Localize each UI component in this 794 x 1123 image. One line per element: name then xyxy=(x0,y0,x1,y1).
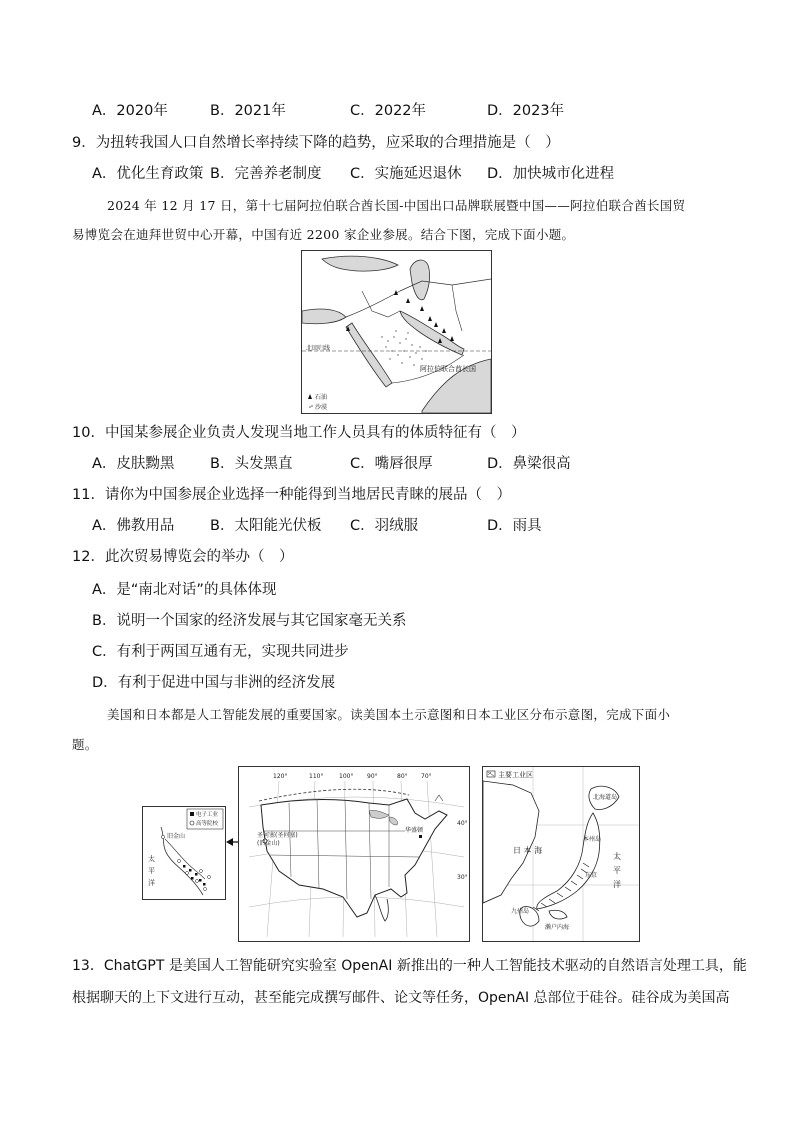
washington-label: 华盛顿 xyxy=(405,827,424,834)
lon-label-2: 110° xyxy=(309,773,324,780)
inset-ocean-char-2: 平 xyxy=(148,867,155,875)
q13-line1: 13．ChatGPT 是美国人工智能研究实验室 OpenAI 新推出的一种人工智能技术驱动的自然语言处理工具，能 xyxy=(72,958,747,974)
lat-label-1: 40° xyxy=(457,820,468,827)
inland-sea-label: 濑户内海 xyxy=(545,924,570,931)
q9-option-d[interactable]: D．加快城市化进程 xyxy=(487,166,615,182)
sanjose-sub-label: (旧金山) xyxy=(257,840,280,847)
q12-stem: 12．此次贸易博览会的举办（ ） xyxy=(72,549,294,565)
legend-industry-label: 主要工业区 xyxy=(498,771,533,779)
sf-label: 旧金山 xyxy=(167,833,186,840)
q11-option-d[interactable]: D．雨具 xyxy=(487,518,542,534)
lon-label-4: 90° xyxy=(367,773,378,780)
q10-option-d[interactable]: D．鼻梁很高 xyxy=(487,456,571,472)
q12-option-c[interactable]: C．有利于两国互通有无，实现共同进步 xyxy=(92,644,349,660)
q12-option-d[interactable]: D．有利于促进中国与非洲的经济发展 xyxy=(92,675,336,691)
jp-pacific-char-2: 平 xyxy=(613,866,621,875)
q11-option-b[interactable]: B．太阳能光伏板 xyxy=(210,518,322,534)
sanjose-label: 圣何塞(圣何塞) xyxy=(257,832,298,839)
material2-line2: 题。 xyxy=(72,737,98,752)
lon-label-1: 120° xyxy=(273,773,288,780)
material1-line2: 易博览会在迪拜世贸中心开幕，中国有近 2200 家企业参展。结合下图，完成下面小题。 xyxy=(72,227,575,242)
q11-option-a[interactable]: A．佛教用品 xyxy=(92,518,175,534)
legend-electronics: 电子工业 xyxy=(196,812,219,818)
uae-label: 阿拉伯联合酋长国 xyxy=(420,365,476,373)
lon-label-3: 100° xyxy=(339,773,354,780)
q9-option-c[interactable]: C．实施延迟退休 xyxy=(350,166,462,182)
sea-of-japan-label: 日 本 海 xyxy=(513,846,543,855)
q12-option-a[interactable]: A．是“南北对话”的具体体现 xyxy=(92,582,277,598)
kyushu-label: 九州岛 xyxy=(511,908,530,915)
silicon-valley-inset-map xyxy=(142,806,226,900)
inset-ocean-char-3: 洋 xyxy=(148,879,155,887)
lon-label-5: 80° xyxy=(397,773,408,780)
q8-option-c[interactable]: C．2022年 xyxy=(350,103,427,119)
q8-option-d[interactable]: D．2023年 xyxy=(487,103,565,119)
tropic-label: 北回归线 xyxy=(306,345,331,352)
q13-line2: 根据聊天的上下文进行互动，甚至能完成撰写邮件、论文等任务，OpenAI 总部位于硅谷。硅谷成为美国高 xyxy=(72,990,730,1006)
q8-option-a[interactable]: A．2020年 xyxy=(92,103,168,119)
jp-pacific-char-3: 洋 xyxy=(613,880,621,889)
usa-map xyxy=(238,766,470,942)
legend-university: 高等院校 xyxy=(196,821,219,827)
legend-desert-label: 沙漠 xyxy=(315,404,328,411)
material2-line1: 美国和日本都是人工智能发展的重要国家。读美国本土示意图和日本工业区分布示意图，完成下面小 xyxy=(107,707,671,722)
q11-option-c[interactable]: C．羽绒服 xyxy=(350,518,419,534)
japan-map xyxy=(482,766,640,942)
honshu-label: 本州岛 xyxy=(583,836,602,843)
legend-oil-label: 石油 xyxy=(315,394,328,401)
q10-option-c[interactable]: C．嘴唇很厚 xyxy=(350,456,433,472)
lon-label-6: 70° xyxy=(421,773,432,780)
uae-map xyxy=(301,250,492,414)
q10-stem: 10．中国某参展企业负责人发现当地工作人员具有的体质特征有（ ） xyxy=(72,425,526,441)
q12-option-b[interactable]: B．说明一个国家的经济发展与其它国家毫无关系 xyxy=(92,613,407,629)
q9-stem: 9．为扭转我国人口自然增长率持续下降的趋势，应采取的合理措施是（ ） xyxy=(72,135,560,151)
q8-option-b[interactable]: B．2021年 xyxy=(210,103,286,119)
hokkaido-label: 北海道岛 xyxy=(593,794,618,801)
q10-option-a[interactable]: A．皮肤黝黑 xyxy=(92,456,175,472)
q9-option-a[interactable]: A．优化生育政策 xyxy=(92,166,204,182)
q11-stem: 11．请你为中国参展企业选择一种能得到当地居民青睐的展品（ ） xyxy=(72,487,511,503)
tokyo-label: 东京 xyxy=(585,872,598,879)
material1-line1: 2024 年 12 月 17 日，第十七届阿拉伯联合酋长国-中国出口品牌联展暨中国——阿拉伯联合酋长国贸 xyxy=(107,198,686,213)
q9-option-b[interactable]: B．完善养老制度 xyxy=(210,166,322,182)
inset-ocean-char-1: 太 xyxy=(148,855,155,863)
q10-option-b[interactable]: B．头发黑直 xyxy=(210,456,293,472)
lat-label-2: 30° xyxy=(457,874,468,881)
jp-pacific-char-1: 太 xyxy=(613,852,621,861)
